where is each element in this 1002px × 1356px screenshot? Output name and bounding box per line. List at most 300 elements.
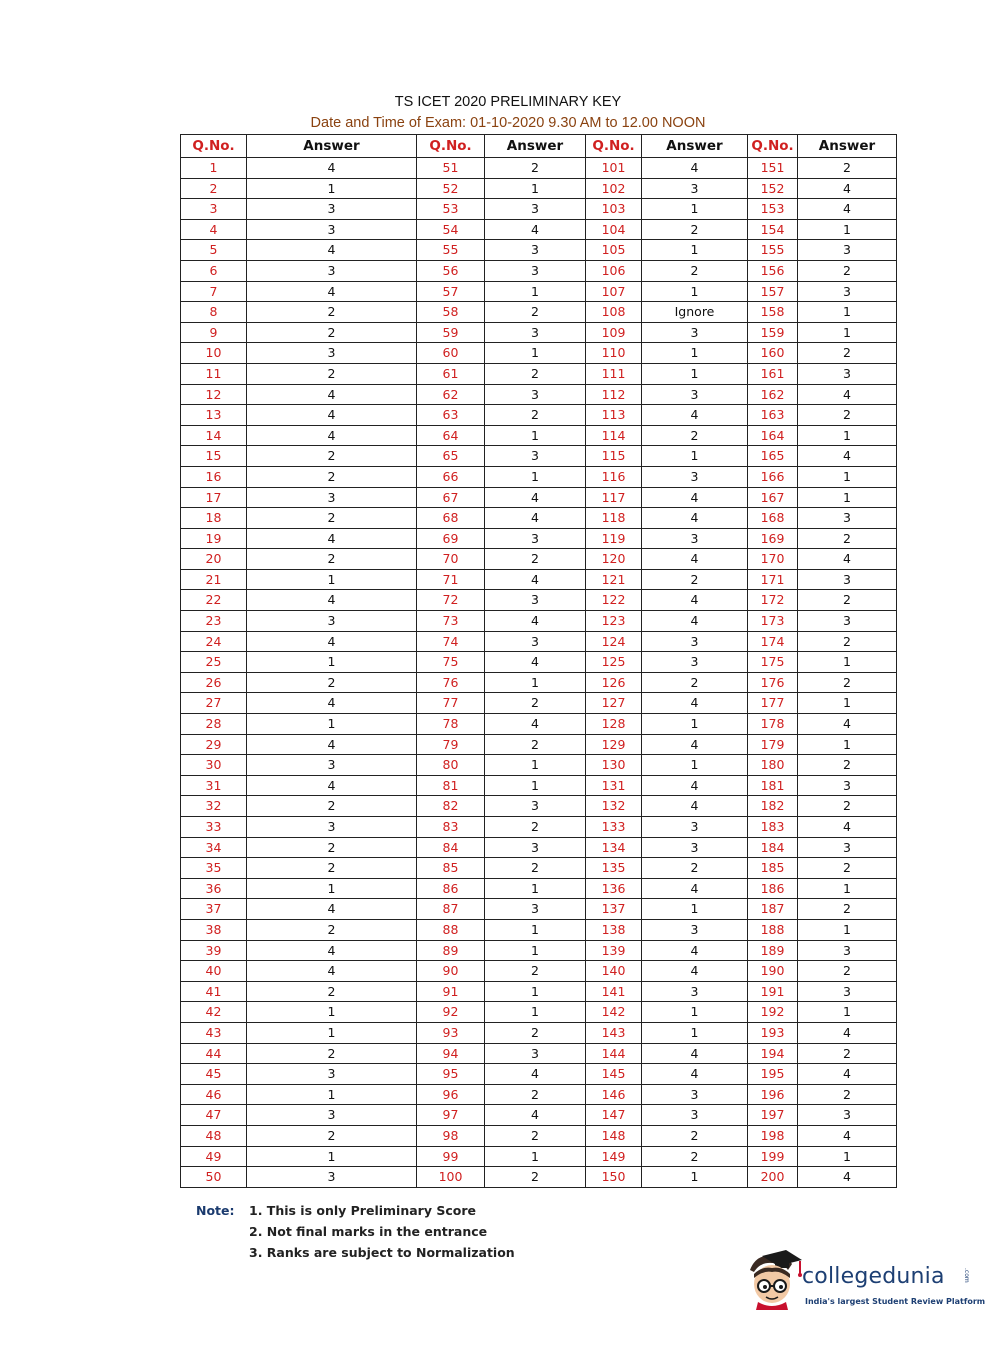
question-number-cell: 39 xyxy=(181,940,247,961)
answer-cell: 4 xyxy=(247,693,417,714)
question-number-cell: 63 xyxy=(417,405,485,426)
question-number-cell: 147 xyxy=(586,1105,642,1126)
brand-tagline: India's largest Student Review Platform xyxy=(805,1297,986,1306)
answer-cell: 4 xyxy=(247,528,417,549)
question-number-cell: 192 xyxy=(748,1002,798,1023)
header-qno-3: Q.No. xyxy=(586,135,642,158)
question-number-cell: 106 xyxy=(586,260,642,281)
question-number-cell: 1 xyxy=(181,158,247,179)
answer-cell: 2 xyxy=(485,961,586,982)
question-number-cell: 194 xyxy=(748,1043,798,1064)
answer-cell: 2 xyxy=(247,549,417,570)
answer-cell: 4 xyxy=(247,405,417,426)
question-number-cell: 173 xyxy=(748,611,798,632)
answer-cell: 2 xyxy=(798,796,897,817)
answer-cell: 2 xyxy=(247,466,417,487)
answer-cell: 3 xyxy=(247,487,417,508)
answer-cell: 2 xyxy=(798,961,897,982)
question-number-cell: 112 xyxy=(586,384,642,405)
answer-cell: 2 xyxy=(247,508,417,529)
table-row xyxy=(181,528,897,549)
answer-cell: 3 xyxy=(798,363,897,384)
question-number-cell: 104 xyxy=(586,219,642,240)
question-number-cell: 35 xyxy=(181,858,247,879)
question-number-cell: 47 xyxy=(181,1105,247,1126)
question-number-cell: 125 xyxy=(586,652,642,673)
answer-cell: 2 xyxy=(247,302,417,323)
question-number-cell: 41 xyxy=(181,981,247,1002)
answer-cell: 1 xyxy=(642,1002,748,1023)
answer-cell: 2 xyxy=(485,1125,586,1146)
answer-cell: 3 xyxy=(485,590,586,611)
question-number-cell: 105 xyxy=(586,240,642,261)
question-number-cell: 58 xyxy=(417,302,485,323)
question-number-cell: 98 xyxy=(417,1125,485,1146)
question-number-cell: 113 xyxy=(586,405,642,426)
table-row xyxy=(181,1022,897,1043)
question-number-cell: 24 xyxy=(181,631,247,652)
question-number-cell: 84 xyxy=(417,837,485,858)
question-number-cell: 46 xyxy=(181,1084,247,1105)
answer-cell: 4 xyxy=(247,775,417,796)
answer-cell: 2 xyxy=(798,343,897,364)
header-answer-3: Answer xyxy=(642,135,748,158)
note-label: Note: xyxy=(196,1203,235,1218)
table-row xyxy=(181,611,897,632)
question-number-cell: 32 xyxy=(181,796,247,817)
answer-cell: 2 xyxy=(642,219,748,240)
question-number-cell: 17 xyxy=(181,487,247,508)
answer-cell: 2 xyxy=(247,446,417,467)
question-number-cell: 193 xyxy=(748,1022,798,1043)
question-number-cell: 166 xyxy=(748,466,798,487)
answer-cell: 3 xyxy=(798,1105,897,1126)
question-number-cell: 49 xyxy=(181,1146,247,1167)
question-number-cell: 119 xyxy=(586,528,642,549)
answer-cell: 2 xyxy=(642,425,748,446)
question-number-cell: 107 xyxy=(586,281,642,302)
header-qno-2: Q.No. xyxy=(417,135,485,158)
answer-cell: 1 xyxy=(485,1146,586,1167)
header-answer-4: Answer xyxy=(798,135,897,158)
question-number-cell: 70 xyxy=(417,549,485,570)
question-number-cell: 91 xyxy=(417,981,485,1002)
question-number-cell: 158 xyxy=(748,302,798,323)
answer-cell: 3 xyxy=(485,837,586,858)
table-row xyxy=(181,775,897,796)
question-number-cell: 37 xyxy=(181,899,247,920)
answer-cell: 4 xyxy=(485,569,586,590)
answer-cell: 1 xyxy=(247,1022,417,1043)
table-row xyxy=(181,981,897,1002)
answer-cell: 4 xyxy=(798,1022,897,1043)
question-number-cell: 93 xyxy=(417,1022,485,1043)
question-number-cell: 137 xyxy=(586,899,642,920)
table-row xyxy=(181,631,897,652)
question-number-cell: 88 xyxy=(417,919,485,940)
table-row xyxy=(181,384,897,405)
question-number-cell: 52 xyxy=(417,178,485,199)
question-number-cell: 60 xyxy=(417,343,485,364)
collegedunia-logo xyxy=(742,1250,986,1314)
question-number-cell: 90 xyxy=(417,961,485,982)
answer-cell: 4 xyxy=(642,961,748,982)
answer-cell: 1 xyxy=(798,1146,897,1167)
answer-cell: 4 xyxy=(798,1064,897,1085)
question-number-cell: 64 xyxy=(417,425,485,446)
answer-cell: 1 xyxy=(247,1146,417,1167)
answer-cell: 1 xyxy=(247,652,417,673)
question-number-cell: 151 xyxy=(748,158,798,179)
answer-cell: 4 xyxy=(485,1064,586,1085)
question-number-cell: 4 xyxy=(181,219,247,240)
question-number-cell: 135 xyxy=(586,858,642,879)
answer-cell: 1 xyxy=(798,487,897,508)
answer-cell: 4 xyxy=(642,1064,748,1085)
answer-cell: 3 xyxy=(642,919,748,940)
question-number-cell: 55 xyxy=(417,240,485,261)
question-number-cell: 144 xyxy=(586,1043,642,1064)
answer-cell: 2 xyxy=(485,1167,586,1188)
question-number-cell: 186 xyxy=(748,878,798,899)
answer-cell: 2 xyxy=(798,528,897,549)
answer-cell: 1 xyxy=(485,755,586,776)
answer-cell: 1 xyxy=(642,446,748,467)
table-row xyxy=(181,219,897,240)
table-row xyxy=(181,693,897,714)
answer-cell: 1 xyxy=(642,714,748,735)
question-number-cell: 164 xyxy=(748,425,798,446)
answer-cell: 1 xyxy=(798,1002,897,1023)
answer-cell: 3 xyxy=(798,508,897,529)
answer-cell: 4 xyxy=(642,734,748,755)
answer-cell: 1 xyxy=(798,919,897,940)
answer-cell: 3 xyxy=(798,775,897,796)
question-number-cell: 187 xyxy=(748,899,798,920)
answer-cell: 2 xyxy=(485,549,586,570)
answer-cell: 3 xyxy=(642,1105,748,1126)
answer-cell: 1 xyxy=(798,219,897,240)
answer-cell: 4 xyxy=(642,940,748,961)
answer-cell: 4 xyxy=(642,590,748,611)
question-number-cell: 169 xyxy=(748,528,798,549)
question-number-cell: 16 xyxy=(181,466,247,487)
answer-cell: 4 xyxy=(247,240,417,261)
table-row xyxy=(181,1064,897,1085)
note-item: 3. Ranks are subject to Normalization xyxy=(249,1245,515,1260)
table-row xyxy=(181,1146,897,1167)
answer-cell: 1 xyxy=(642,1022,748,1043)
question-number-cell: 128 xyxy=(586,714,642,735)
question-number-cell: 57 xyxy=(417,281,485,302)
question-number-cell: 51 xyxy=(417,158,485,179)
table-row xyxy=(181,837,897,858)
answer-cell: 1 xyxy=(485,919,586,940)
answer-cell: 3 xyxy=(247,219,417,240)
answer-cell: 2 xyxy=(642,858,748,879)
table-row xyxy=(181,158,897,179)
mascot-icon xyxy=(742,1250,804,1310)
question-number-cell: 177 xyxy=(748,693,798,714)
question-number-cell: 81 xyxy=(417,775,485,796)
answer-cell: 4 xyxy=(247,158,417,179)
answer-cell: 1 xyxy=(798,425,897,446)
answer-cell: 2 xyxy=(798,672,897,693)
answer-cell: 3 xyxy=(485,199,586,220)
question-number-cell: 160 xyxy=(748,343,798,364)
table-row xyxy=(181,466,897,487)
question-number-cell: 31 xyxy=(181,775,247,796)
answer-cell: 1 xyxy=(798,652,897,673)
table-row xyxy=(181,755,897,776)
question-number-cell: 110 xyxy=(586,343,642,364)
table-row xyxy=(181,446,897,467)
answer-cell: 2 xyxy=(485,1022,586,1043)
answer-cell: 3 xyxy=(798,240,897,261)
answer-cell: 3 xyxy=(642,178,748,199)
question-number-cell: 129 xyxy=(586,734,642,755)
question-number-cell: 22 xyxy=(181,590,247,611)
answer-cell: 3 xyxy=(642,322,748,343)
answer-cell: 2 xyxy=(485,734,586,755)
answer-cell: 4 xyxy=(798,817,897,838)
answer-cell: 3 xyxy=(642,817,748,838)
table-row xyxy=(181,1125,897,1146)
question-number-cell: 134 xyxy=(586,837,642,858)
answer-cell: 3 xyxy=(485,528,586,549)
answer-cell: 2 xyxy=(798,405,897,426)
question-number-cell: 123 xyxy=(586,611,642,632)
answer-cell: 4 xyxy=(798,178,897,199)
question-number-cell: 69 xyxy=(417,528,485,549)
answer-cell: 4 xyxy=(798,714,897,735)
table-row xyxy=(181,919,897,940)
question-number-cell: 108 xyxy=(586,302,642,323)
question-number-cell: 18 xyxy=(181,508,247,529)
answer-cell: 1 xyxy=(798,302,897,323)
table-row xyxy=(181,549,897,570)
table-row xyxy=(181,1167,897,1188)
header-answer-1: Answer xyxy=(247,135,417,158)
answer-cell: 4 xyxy=(247,384,417,405)
answer-cell: 1 xyxy=(247,878,417,899)
question-number-cell: 42 xyxy=(181,1002,247,1023)
question-number-cell: 76 xyxy=(417,672,485,693)
answer-cell: 2 xyxy=(247,1043,417,1064)
answer-cell: 3 xyxy=(247,260,417,281)
table-row xyxy=(181,672,897,693)
answer-cell: 3 xyxy=(485,446,586,467)
answer-cell: 4 xyxy=(485,611,586,632)
answer-cell: 4 xyxy=(642,611,748,632)
answer-cell: 3 xyxy=(798,569,897,590)
answer-cell: 1 xyxy=(247,714,417,735)
answer-cell: 2 xyxy=(485,302,586,323)
question-number-cell: 199 xyxy=(748,1146,798,1167)
question-number-cell: 99 xyxy=(417,1146,485,1167)
table-row xyxy=(181,343,897,364)
answer-cell: 1 xyxy=(247,569,417,590)
answer-cell: 4 xyxy=(798,384,897,405)
question-number-cell: 136 xyxy=(586,878,642,899)
question-number-cell: 101 xyxy=(586,158,642,179)
answer-cell: 3 xyxy=(642,981,748,1002)
table-row xyxy=(181,1105,897,1126)
question-number-cell: 96 xyxy=(417,1084,485,1105)
table-row xyxy=(181,508,897,529)
answer-cell: 4 xyxy=(247,899,417,920)
question-number-cell: 191 xyxy=(748,981,798,1002)
question-number-cell: 122 xyxy=(586,590,642,611)
question-number-cell: 89 xyxy=(417,940,485,961)
question-number-cell: 97 xyxy=(417,1105,485,1126)
answer-key-table xyxy=(180,134,897,1188)
note-item: 2. Not final marks in the entrance xyxy=(249,1224,488,1239)
answer-cell: 4 xyxy=(247,734,417,755)
table-row xyxy=(181,899,897,920)
question-number-cell: 115 xyxy=(586,446,642,467)
answer-cell: 4 xyxy=(798,446,897,467)
question-number-cell: 30 xyxy=(181,755,247,776)
question-number-cell: 116 xyxy=(586,466,642,487)
question-number-cell: 197 xyxy=(748,1105,798,1126)
question-number-cell: 65 xyxy=(417,446,485,467)
question-number-cell: 141 xyxy=(586,981,642,1002)
answer-cell: 4 xyxy=(485,508,586,529)
question-number-cell: 165 xyxy=(748,446,798,467)
question-number-cell: 62 xyxy=(417,384,485,405)
question-number-cell: 40 xyxy=(181,961,247,982)
table-row xyxy=(181,878,897,899)
question-number-cell: 34 xyxy=(181,837,247,858)
answer-cell: 1 xyxy=(485,425,586,446)
question-number-cell: 184 xyxy=(748,837,798,858)
question-number-cell: 82 xyxy=(417,796,485,817)
answer-cell: 1 xyxy=(798,734,897,755)
answer-cell: 3 xyxy=(247,343,417,364)
answer-cell: 4 xyxy=(247,961,417,982)
table-row xyxy=(181,281,897,302)
question-number-cell: 36 xyxy=(181,878,247,899)
header-qno-4: Q.No. xyxy=(748,135,798,158)
answer-cell: 2 xyxy=(642,569,748,590)
answer-cell: 1 xyxy=(485,940,586,961)
header-answer-2: Answer xyxy=(485,135,586,158)
answer-cell: 1 xyxy=(798,466,897,487)
table-row xyxy=(181,487,897,508)
answer-cell: 3 xyxy=(247,1105,417,1126)
question-number-cell: 161 xyxy=(748,363,798,384)
question-number-cell: 71 xyxy=(417,569,485,590)
answer-cell: 3 xyxy=(798,940,897,961)
answer-cell: 4 xyxy=(247,631,417,652)
question-number-cell: 44 xyxy=(181,1043,247,1064)
answer-cell: 3 xyxy=(485,240,586,261)
answer-cell: 3 xyxy=(485,631,586,652)
answer-cell: 2 xyxy=(642,1146,748,1167)
question-number-cell: 13 xyxy=(181,405,247,426)
question-number-cell: 79 xyxy=(417,734,485,755)
answer-cell: 2 xyxy=(485,817,586,838)
question-number-cell: 180 xyxy=(748,755,798,776)
note-item: 1. This is only Preliminary Score xyxy=(249,1203,476,1218)
page-title: TS ICET 2020 PRELIMINARY KEY xyxy=(394,94,622,110)
answer-cell: 4 xyxy=(798,199,897,220)
table-row xyxy=(181,199,897,220)
question-number-cell: 131 xyxy=(586,775,642,796)
answer-cell: 1 xyxy=(642,899,748,920)
answer-cell: 3 xyxy=(485,384,586,405)
table-row xyxy=(181,652,897,673)
table-row xyxy=(181,240,897,261)
answer-cell: 2 xyxy=(798,899,897,920)
question-number-cell: 54 xyxy=(417,219,485,240)
question-number-cell: 53 xyxy=(417,199,485,220)
answer-cell: 1 xyxy=(642,363,748,384)
exam-datetime: Date and Time of Exam: 01-10-2020 9.30 AM to 12.00 NOON xyxy=(310,115,706,131)
answer-cell: 3 xyxy=(642,466,748,487)
answer-cell: 2 xyxy=(485,693,586,714)
question-number-cell: 198 xyxy=(748,1125,798,1146)
table-row xyxy=(181,363,897,384)
question-number-cell: 195 xyxy=(748,1064,798,1085)
table-row xyxy=(181,260,897,281)
question-number-cell: 172 xyxy=(748,590,798,611)
answer-cell: 3 xyxy=(485,322,586,343)
answer-cell: 4 xyxy=(642,405,748,426)
question-number-cell: 50 xyxy=(181,1167,247,1188)
question-number-cell: 157 xyxy=(748,281,798,302)
answer-cell: 2 xyxy=(798,1084,897,1105)
question-number-cell: 155 xyxy=(748,240,798,261)
answer-cell: 3 xyxy=(247,199,417,220)
answer-cell: 4 xyxy=(485,652,586,673)
answer-cell: 1 xyxy=(485,281,586,302)
question-number-cell: 25 xyxy=(181,652,247,673)
question-number-cell: 138 xyxy=(586,919,642,940)
answer-cell: Ignore xyxy=(642,302,748,323)
question-number-cell: 85 xyxy=(417,858,485,879)
answer-cell: 2 xyxy=(247,919,417,940)
question-number-cell: 33 xyxy=(181,817,247,838)
answer-cell: 2 xyxy=(798,631,897,652)
table-row xyxy=(181,1084,897,1105)
answer-cell: 4 xyxy=(642,775,748,796)
answer-cell: 4 xyxy=(798,1125,897,1146)
question-number-cell: 148 xyxy=(586,1125,642,1146)
table-row xyxy=(181,961,897,982)
question-number-cell: 190 xyxy=(748,961,798,982)
answer-cell: 3 xyxy=(798,281,897,302)
question-number-cell: 140 xyxy=(586,961,642,982)
answer-cell: 4 xyxy=(642,878,748,899)
question-number-cell: 121 xyxy=(586,569,642,590)
question-number-cell: 92 xyxy=(417,1002,485,1023)
question-number-cell: 181 xyxy=(748,775,798,796)
question-number-cell: 200 xyxy=(748,1167,798,1188)
table-row xyxy=(181,178,897,199)
question-number-cell: 118 xyxy=(586,508,642,529)
answer-cell: 4 xyxy=(642,549,748,570)
question-number-cell: 167 xyxy=(748,487,798,508)
table-row xyxy=(181,714,897,735)
question-number-cell: 124 xyxy=(586,631,642,652)
answer-cell: 2 xyxy=(485,405,586,426)
question-number-cell: 68 xyxy=(417,508,485,529)
answer-cell: 3 xyxy=(247,817,417,838)
answer-cell: 1 xyxy=(642,281,748,302)
answer-cell: 4 xyxy=(798,549,897,570)
